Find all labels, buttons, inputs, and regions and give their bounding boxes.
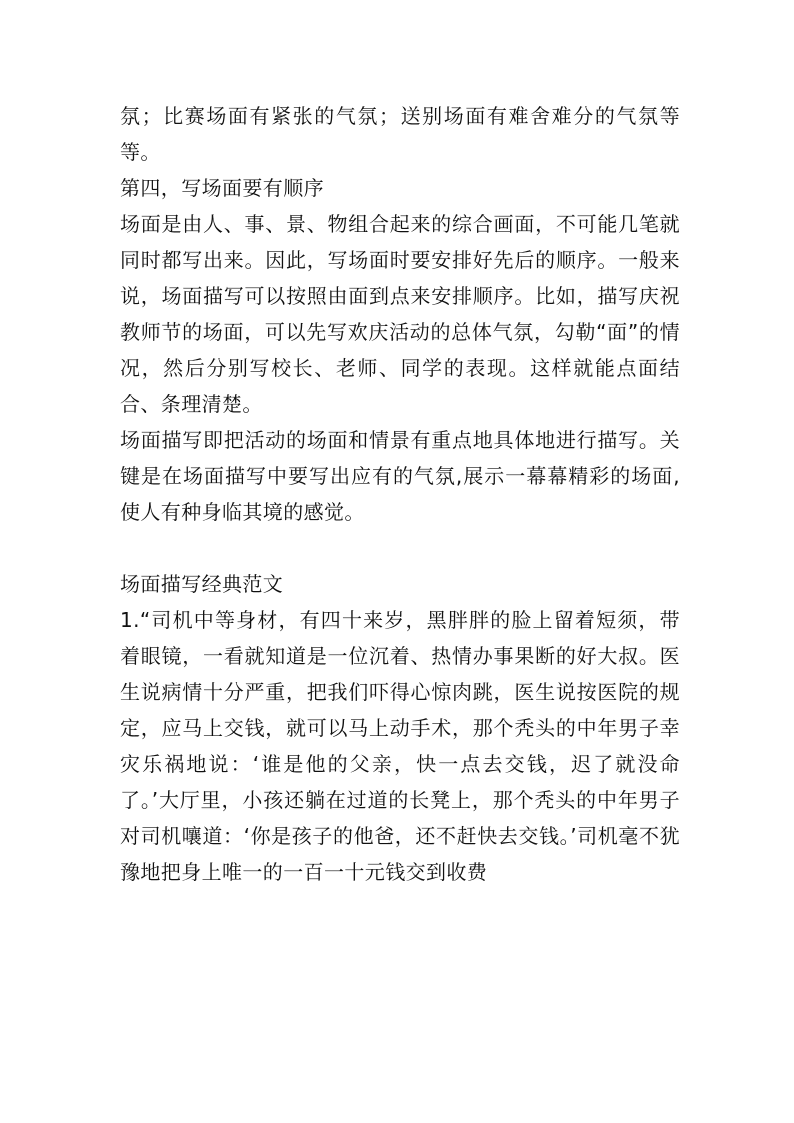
paragraph-example-1: 1.“司机中等身材，有四十来岁，黑胖胖的脸上留着短须，带着眼镜，一看就知道是一位沉着、热情办事果断的好大叔。医生说病情十分严重，把我们吓得心惊肉跳，医生说按医院的规定，应马上交钱，就可以马上动手术，那个秃头的中年男子幸灾乐祸地说：‘谁是他的父亲，快一点去交钱，迟了就没命了。’大厅里，小孩还躺在过道的长凳上，那个秃头的中年男子对司机嚷道：‘你是孩子的他爸，还不赶快去交钱。’司机毫不犹豫地把身上唯一的一百一十元钱交到收费 <box>120 608 680 884</box>
document-body <box>120 98 680 890</box>
section-heading-examples: 场面描写经典范文 <box>120 572 284 596</box>
paragraph-scene-order: 场面是由人、事、景、物组合起来的综合画面，不可能几笔就同时都写出来。因此，写场面时要安排好先后的顺序。一般来说，场面描写可以按照由面到点来安排顺序。比如，描写庆祝教师节的场面，可以先写欢庆活动的总体气氛，勾勒“面”的情况，然后分别写校长、老师、同学的表现。这样就能点面结合、条理清楚。 <box>120 212 680 416</box>
section-heading-order: 第四，写场面要有顺序 <box>120 176 324 200</box>
blank-line <box>120 530 680 566</box>
paragraph-atmosphere-end: 氛；比赛场面有紧张的气氛；送别场面有难舍难分的气氛等等。 <box>120 104 680 164</box>
paragraph-scene-definition: 场面描写即把活动的场面和情景有重点地具体地进行描写。关键是在场面描写中要写出应有的气氛,展示一幕幕精彩的场面,使人有种身临其境的感觉。 <box>120 428 680 524</box>
